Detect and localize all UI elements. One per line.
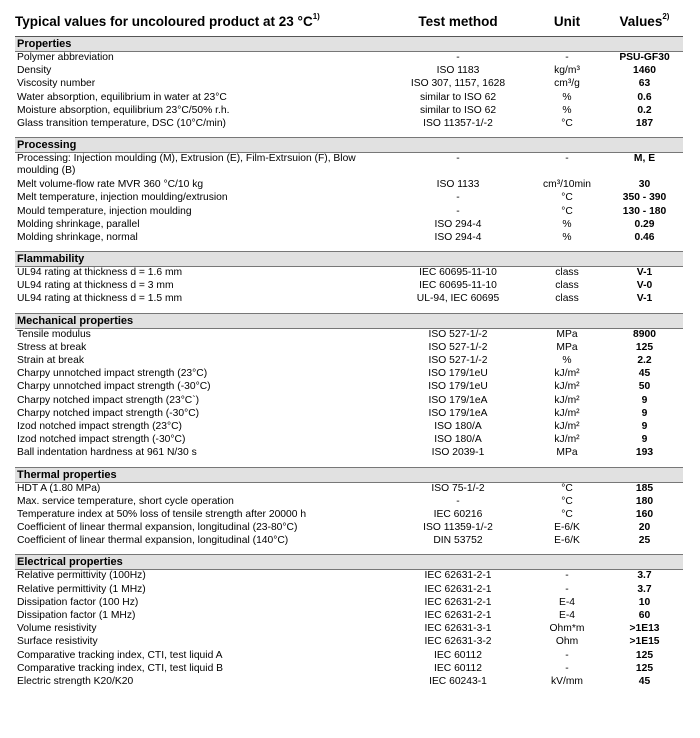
- unit: Ohm*m: [549, 623, 585, 635]
- table-row: [15, 179, 683, 192]
- test-method: IEC 60243-1: [429, 675, 487, 687]
- property-value: 0.46: [634, 231, 655, 243]
- unit: %: [562, 355, 572, 366]
- property-value: 3.7: [637, 583, 652, 595]
- property-name: Electric strength K20/K20: [17, 675, 134, 687]
- property-name: Coefficient of linear thermal expansion, longitudinal (140°C): [17, 535, 289, 547]
- test-method: IEC 60695-11-10: [419, 267, 497, 279]
- property-name: Relative permittivity (100Hz): [17, 570, 146, 582]
- table-header: [15, 6, 683, 37]
- property-name: UL94 rating at thickness d = 1.5 mm: [17, 293, 183, 305]
- section-title: Electrical properties: [15, 555, 683, 570]
- table-title: [15, 6, 388, 37]
- col-header-unit: Unit: [528, 6, 606, 37]
- test-method: ISO 179/1eU: [428, 381, 488, 393]
- table-row: [15, 509, 683, 522]
- unit: °C: [561, 508, 573, 520]
- unit: class: [555, 293, 579, 305]
- unit: -: [565, 662, 569, 674]
- section-title: Flammability: [15, 252, 683, 267]
- test-method: IEC 62631-2-1: [424, 583, 492, 595]
- table-row: [15, 584, 683, 597]
- unit: %: [562, 91, 572, 103]
- property-value: 1460: [633, 65, 656, 77]
- table-row: [15, 434, 683, 447]
- table-row: [15, 65, 683, 78]
- section-title: Processing: [15, 138, 683, 153]
- unit: class: [555, 267, 579, 279]
- test-method: ISO 180/A: [434, 420, 482, 432]
- section-title: Properties: [15, 37, 683, 52]
- test-method: ISO 179/1eA: [428, 407, 488, 419]
- test-method: IEC 62631-2-1: [424, 610, 492, 621]
- unit: kV/mm: [550, 675, 584, 687]
- property-name: Surface resistivity: [17, 636, 98, 648]
- property-value: 63: [638, 78, 651, 90]
- test-method: ISO 307, 1157, 1628: [410, 78, 506, 90]
- table-row: [15, 522, 683, 535]
- property-name: UL94 rating at thickness d = 1.6 mm: [17, 267, 183, 279]
- property-value: 0.6: [637, 91, 652, 103]
- unit: E-4: [558, 610, 576, 621]
- test-method: -: [456, 153, 460, 165]
- table-row: [15, 636, 683, 649]
- unit: kJ/m²: [554, 381, 580, 393]
- section-header: [15, 138, 683, 153]
- test-method: ISO 75-1/-2: [431, 482, 485, 494]
- unit: kJ/m²: [554, 394, 580, 406]
- test-method: ISO 1183: [436, 65, 480, 77]
- test-method: IEC 60112: [434, 649, 482, 661]
- table-row: [15, 650, 683, 663]
- table-row: [15, 496, 683, 509]
- property-name: Tensile modulus: [17, 328, 91, 340]
- property-name: Coefficient of linear thermal expansion, longitudinal (23-80°C): [17, 522, 298, 534]
- table-row: [15, 232, 683, 245]
- table-row: [15, 192, 683, 205]
- unit: E-4: [558, 596, 576, 608]
- table-row: [15, 610, 683, 623]
- unit: %: [562, 231, 572, 243]
- unit: °C: [561, 482, 573, 494]
- section-title: Mechanical properties: [15, 313, 683, 328]
- property-value: 9: [641, 394, 648, 406]
- property-name: Relative permittivity (1 MHz): [17, 583, 146, 595]
- unit: class: [555, 280, 579, 292]
- test-method: ISO 180/A: [434, 434, 482, 446]
- test-method: -: [456, 52, 460, 63]
- table-row: [15, 293, 683, 306]
- table-row: [15, 535, 683, 548]
- property-value: M, E: [633, 153, 656, 165]
- test-method: ISO 527-1/-2: [428, 341, 488, 353]
- property-value: 3.7: [637, 570, 652, 582]
- section-header: [15, 555, 683, 570]
- property-value: 8900: [633, 328, 656, 340]
- test-method: ISO 179/1eU: [428, 368, 488, 380]
- test-method: DIN 53752: [433, 535, 483, 547]
- property-value: 187: [635, 117, 654, 129]
- property-value: PSU-GF30: [619, 52, 670, 63]
- test-method: -: [456, 495, 460, 507]
- property-name: Comparative tracking index, CTI, test liquid A: [17, 649, 223, 661]
- property-value: 160: [635, 508, 654, 520]
- test-method: ISO 2039-1: [431, 447, 485, 459]
- table-row: [15, 663, 683, 676]
- test-method: -: [456, 192, 460, 204]
- property-name: Charpy notched impact strength (23°C`): [17, 394, 200, 406]
- property-name: Moisture absorption, equilibrium 23°C/50% r.h.: [17, 104, 230, 116]
- property-name: Strain at break: [17, 355, 84, 366]
- table-body: [15, 37, 683, 690]
- property-name: Charpy unnotched impact strength (-30°C): [17, 381, 211, 393]
- property-value: 193: [635, 447, 654, 459]
- table-title-text: Typical values for uncoloured product at 23 °C: [15, 13, 313, 29]
- table-row: [15, 447, 683, 460]
- table-row: [15, 52, 683, 66]
- property-value: 30: [638, 179, 651, 191]
- property-name: Volume resistivity: [17, 623, 97, 635]
- unit: °C: [561, 192, 573, 204]
- property-value: 125: [635, 341, 654, 353]
- property-name: Temperature index at 50% loss of tensile strength after 20000 h: [17, 508, 307, 520]
- table-row: [15, 342, 683, 355]
- table-row: [15, 105, 683, 118]
- table-row: [15, 328, 683, 342]
- test-method: IEC 62631-3-1: [424, 623, 492, 635]
- table-row: [15, 118, 683, 131]
- property-name: Izod notched impact strength (-30°C): [17, 434, 186, 446]
- test-method: ISO 11357-1/-2: [423, 117, 493, 129]
- unit: °C: [561, 117, 573, 129]
- section-header: [15, 313, 683, 328]
- table-row: [15, 206, 683, 219]
- property-name: Molding shrinkage, parallel: [17, 218, 140, 230]
- test-method: IEC 60216: [433, 508, 483, 520]
- table-row: [15, 570, 683, 584]
- property-name: UL94 rating at thickness d = 3 mm: [17, 280, 174, 292]
- property-value: V-1: [636, 293, 653, 305]
- property-name: Glass transition temperature, DSC (10°C/min): [17, 117, 226, 129]
- unit: MPa: [556, 447, 578, 459]
- unit: kJ/m²: [554, 407, 580, 419]
- unit: %: [562, 104, 572, 116]
- property-value: 9: [641, 407, 648, 419]
- property-value: >1E13: [629, 623, 660, 635]
- property-name: Izod notched impact strength (23°C): [17, 420, 182, 432]
- unit: -: [565, 570, 569, 582]
- property-value: V-1: [636, 267, 653, 279]
- test-method: -: [456, 205, 460, 217]
- table-row: [15, 395, 683, 408]
- table-row: [15, 267, 683, 281]
- test-method: ISO 294-4: [434, 218, 482, 230]
- unit: cm³/10min: [542, 179, 592, 191]
- property-value: 50: [638, 381, 651, 393]
- property-value: 130 - 180: [622, 205, 667, 217]
- unit: MPa: [556, 341, 578, 353]
- property-value: 9: [641, 434, 648, 446]
- table-row: [15, 408, 683, 421]
- section-title: Thermal properties: [15, 467, 683, 482]
- table-row: [15, 623, 683, 636]
- unit: Ohm: [555, 636, 579, 648]
- property-value: 45: [638, 368, 651, 380]
- property-value: 45: [638, 675, 651, 687]
- property-value: 10: [638, 596, 651, 608]
- property-name: Comparative tracking index, CTI, test liquid B: [17, 662, 224, 674]
- test-method: IEC 60695-11-10: [419, 280, 497, 292]
- unit: °C: [561, 495, 573, 507]
- unit: -: [565, 583, 569, 595]
- property-value: 180: [635, 495, 654, 507]
- table-row: [15, 219, 683, 232]
- test-method: IEC 62631-3-2: [424, 636, 492, 648]
- unit: cm³/g: [554, 78, 580, 90]
- unit: kJ/m²: [554, 420, 580, 432]
- property-name: Mould temperature, injection moulding: [17, 205, 192, 217]
- unit: kJ/m²: [554, 368, 580, 380]
- unit: -: [565, 153, 569, 165]
- section-header: [15, 467, 683, 482]
- table-row: [15, 421, 683, 434]
- unit: %: [562, 218, 572, 230]
- property-name: Melt volume-flow rate MVR 360 °C/10 kg: [17, 179, 204, 191]
- property-value: 125: [635, 662, 654, 674]
- property-name: HDT A (1.80 MPa): [17, 482, 101, 494]
- test-method: ISO 294-4: [434, 231, 482, 243]
- col-header-values-footnote: 2): [662, 11, 670, 21]
- unit: -: [565, 52, 569, 63]
- property-value: V-0: [636, 280, 653, 292]
- property-name: Stress at break: [17, 341, 87, 353]
- property-value: 60: [638, 610, 651, 621]
- test-method: ISO 11359-1/-2: [423, 522, 493, 534]
- property-value: 25: [638, 535, 651, 547]
- section-header: [15, 252, 683, 267]
- unit: -: [565, 649, 569, 661]
- table-row: [15, 92, 683, 105]
- unit: E-6/K: [554, 535, 580, 547]
- properties-table: [15, 6, 683, 689]
- property-name: Polymer abbreviation: [17, 52, 114, 63]
- test-method: IEC 60112: [434, 662, 482, 674]
- property-name: Dissipation factor (1 MHz): [17, 610, 136, 621]
- property-name: Max. service temperature, short cycle operation: [17, 495, 234, 507]
- property-value: >1E15: [629, 636, 660, 648]
- unit: kg/m³: [554, 65, 580, 77]
- property-name: Density: [17, 65, 52, 77]
- unit: kJ/m²: [554, 434, 580, 446]
- table-row: [15, 153, 683, 180]
- test-method: ISO 179/1eA: [428, 394, 488, 406]
- property-name: Charpy notched impact strength (-30°C): [17, 407, 200, 419]
- property-name: Charpy unnotched impact strength (23°C): [17, 368, 208, 380]
- test-method: IEC 62631-2-1: [424, 570, 492, 582]
- property-name: Dissipation factor (100 Hz): [17, 596, 139, 608]
- col-header-test-method: Test method: [388, 6, 528, 37]
- test-method: ISO 527-1/-2: [428, 328, 488, 340]
- table-row: [15, 355, 683, 368]
- test-method: similar to ISO 62: [419, 104, 497, 116]
- table-row: [15, 676, 683, 689]
- table-row: [15, 381, 683, 394]
- section-header: [15, 37, 683, 52]
- property-value: 0.29: [634, 218, 655, 230]
- table-title-footnote: 1): [312, 11, 320, 21]
- property-value: 9: [641, 420, 648, 432]
- property-value: 185: [635, 482, 654, 494]
- test-method: ISO 1133: [436, 179, 480, 191]
- table-row: [15, 482, 683, 496]
- property-name: Processing: Injection moulding (M), Extrusion (E), Film-Extrsuion (F), Blow moulding (B): [17, 153, 356, 177]
- unit: °C: [561, 205, 573, 217]
- property-value: 350 - 390: [622, 192, 667, 204]
- unit: E-6/K: [554, 522, 580, 534]
- property-name: Water absorption, equilibrium in water at 23°C: [17, 91, 227, 103]
- col-header-values-text: Values: [619, 13, 663, 29]
- test-method: ISO 527-1/-2: [428, 355, 488, 366]
- property-name: Viscosity number: [17, 78, 96, 90]
- test-method: UL-94, IEC 60695: [416, 293, 500, 305]
- test-method: IEC 62631-2-1: [424, 596, 492, 608]
- property-value: 0.2: [637, 104, 652, 116]
- property-value: 125: [635, 649, 654, 661]
- col-header-values: [606, 6, 683, 37]
- table-row: [15, 597, 683, 610]
- property-name: Melt temperature, injection moulding/extrusion: [17, 192, 228, 204]
- property-name: Ball indentation hardness at 961 N/30 s: [17, 447, 197, 459]
- test-method: similar to ISO 62: [419, 91, 497, 103]
- table-row: [15, 368, 683, 381]
- property-name: Molding shrinkage, normal: [17, 231, 138, 243]
- property-value: 20: [638, 522, 651, 534]
- unit: MPa: [556, 328, 578, 340]
- property-value: 2.2: [637, 355, 652, 366]
- table-row: [15, 280, 683, 293]
- table-row: [15, 78, 683, 91]
